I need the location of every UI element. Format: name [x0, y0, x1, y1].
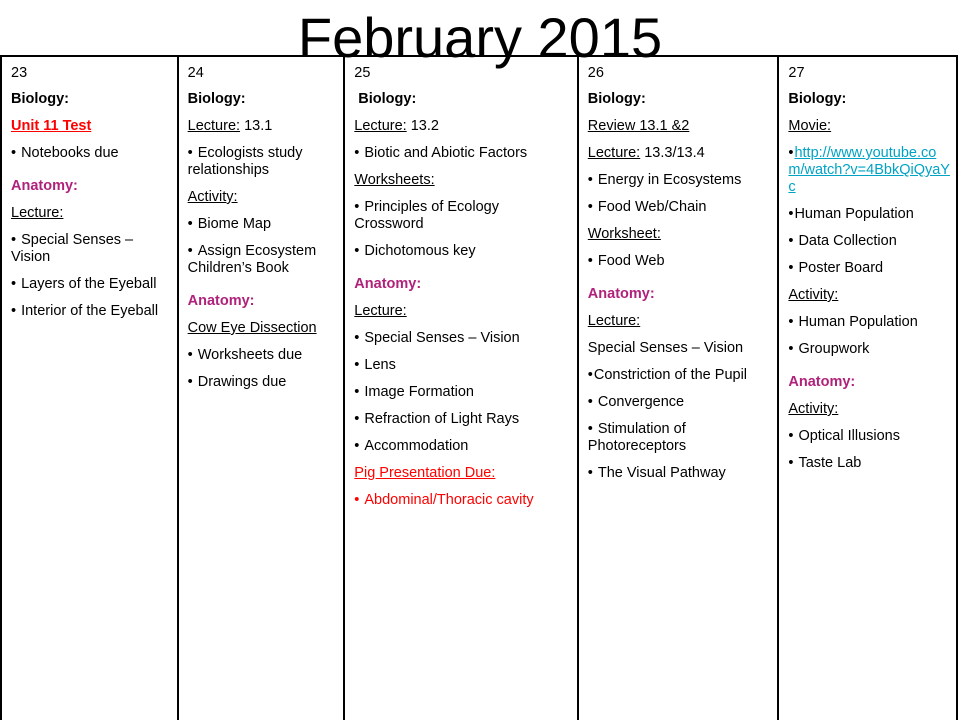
date-number: 25	[354, 65, 371, 81]
worksheets-label: Worksheets:	[354, 172, 435, 188]
list-item: • Biotic and Abiotic Factors	[354, 145, 571, 162]
lecture-label: Lecture:	[587, 313, 641, 329]
list-item: • Dichotomous key	[354, 243, 571, 260]
list-item: • Human Population	[788, 314, 950, 331]
list-item: • Convergence	[588, 394, 772, 411]
anatomy-heading: Anatomy:	[587, 286, 655, 302]
lecture-label: Lecture:	[587, 145, 641, 161]
worksheet-label: Worksheet:	[587, 226, 661, 242]
biology-heading: Biology:	[788, 91, 847, 107]
biology-heading: Biology:	[587, 91, 646, 107]
list-item: • Poster Board	[788, 260, 950, 277]
anatomy-heading: Anatomy:	[354, 276, 422, 292]
list-item: • Abdominal/Thoracic cavity	[354, 492, 571, 509]
list-item: • Image Formation	[354, 384, 571, 401]
list-item: • Drawings due	[188, 374, 338, 391]
list-item: • Lens	[354, 357, 571, 374]
youtube-link[interactable]: http://www.youtube.com/watch?v=4BbkQiQyaYc	[788, 145, 950, 195]
lecture-line	[588, 145, 772, 162]
list-item: • Human Population	[788, 206, 950, 223]
day-column-23	[2, 57, 179, 720]
list-item: • Layers of the Eyeball	[11, 276, 171, 293]
review-label: Review 13.1 &2	[587, 118, 690, 134]
day-column-24	[179, 57, 346, 720]
list-item: • Constriction of the Pupil	[588, 367, 772, 384]
lecture-number: 13.1	[244, 118, 273, 134]
date-number: 24	[187, 65, 204, 81]
lecture-label: Lecture:	[354, 303, 407, 319]
biology-heading: Biology:	[358, 91, 417, 107]
pig-presentation-label: Pig Presentation Due:	[354, 465, 496, 481]
biology-heading: Biology:	[187, 91, 246, 107]
anatomy-heading: Anatomy:	[11, 178, 78, 194]
movie-link-item	[788, 145, 950, 196]
list-item: • Notebooks due	[11, 145, 171, 162]
list-item: • Assign Ecosystem Children’s Book	[188, 243, 338, 277]
day-column-27	[779, 57, 958, 720]
date-number: 27	[788, 65, 805, 81]
list-item: • Special Senses – Vision	[354, 330, 571, 347]
day-column-26	[579, 57, 780, 720]
list-item: • Accommodation	[354, 438, 571, 455]
lecture-line	[188, 118, 338, 135]
list-item: • Energy in Ecosystems	[588, 172, 772, 189]
lecture-line	[354, 118, 571, 135]
anatomy-heading: Anatomy:	[187, 293, 255, 309]
day-column-25	[345, 57, 579, 720]
anatomy-heading: Anatomy:	[788, 374, 856, 390]
lecture-number: 13.2	[410, 118, 439, 134]
list-item: • Principles of Ecology Crossword	[354, 199, 571, 233]
list-item: • Food Web/Chain	[588, 199, 772, 216]
list-item: • Interior of the Eyeball	[11, 303, 171, 320]
unit-test-label: Unit 11 Test	[11, 118, 92, 134]
list-item: • The Visual Pathway	[588, 465, 772, 482]
list-item: • Food Web	[588, 253, 772, 270]
list-item: • Special Senses – Vision	[11, 232, 171, 266]
date-number: 26	[587, 65, 604, 81]
dissection-label: Cow Eye Dissection	[187, 320, 317, 336]
lecture-label: Lecture:	[187, 118, 241, 134]
page-title: February 2015	[297, 6, 663, 69]
lecture-label: Lecture:	[11, 205, 64, 221]
list-item: • Biome Map	[188, 216, 338, 233]
list-item: • Worksheets due	[188, 347, 338, 364]
lecture-number: 13.3/13.4	[644, 145, 705, 161]
activity-label: Activity:	[788, 401, 839, 417]
list-item: • Data Collection	[788, 233, 950, 250]
list-item: • Groupwork	[788, 341, 950, 358]
lecture-label: Lecture:	[354, 118, 407, 134]
calendar-week	[0, 55, 958, 720]
topic-heading: Special Senses – Vision	[587, 340, 744, 356]
list-item: • Optical Illusions	[788, 428, 950, 445]
activity-label: Activity:	[788, 287, 839, 303]
list-item: • Refraction of Light Rays	[354, 411, 571, 428]
list-item: • Ecologists study relationships	[188, 145, 338, 179]
biology-heading: Biology:	[11, 91, 69, 107]
movie-label: Movie:	[788, 118, 832, 134]
list-item: • Stimulation of Photoreceptors	[588, 421, 772, 455]
activity-label: Activity:	[187, 189, 238, 205]
date-number: 23	[11, 65, 28, 81]
list-item: • Taste Lab	[788, 455, 950, 472]
